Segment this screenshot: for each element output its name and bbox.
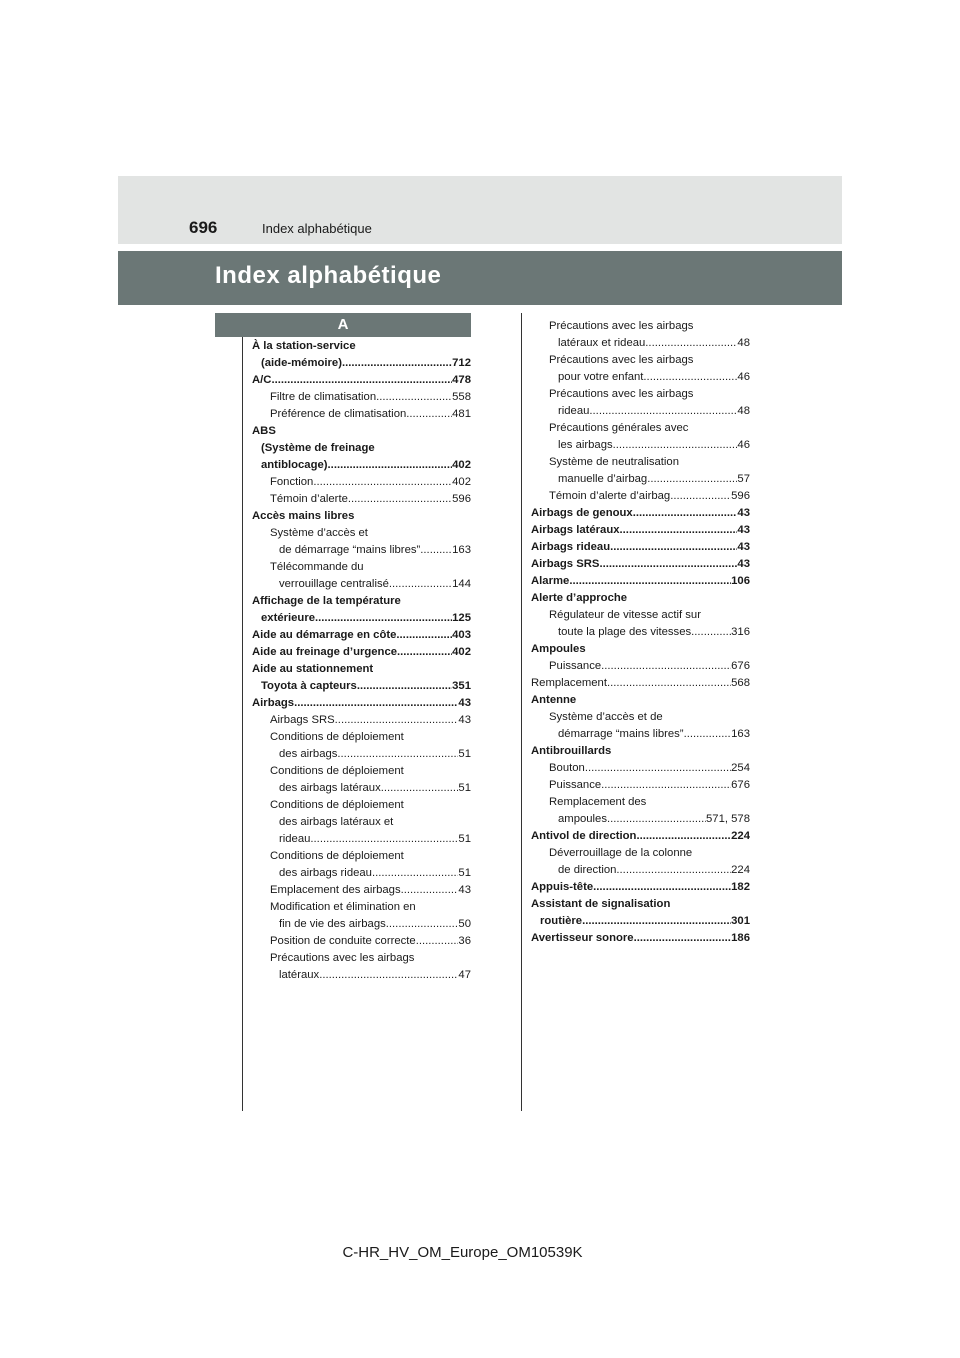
dot-leader [381,780,459,797]
dot-leader [310,831,458,848]
index-entry-page: 571, 578 [706,813,750,825]
index-entry [252,797,471,814]
footer-text: C-HR_HV_OM_Europe_OM10539K [342,1244,583,1261]
index-entry-page: 182 [731,881,750,893]
index-entry-page: 254 [731,762,750,774]
index-entry-page: 402 [452,476,471,488]
index-entry [531,896,750,913]
index-entry [252,814,471,831]
index-entry-text: Airbags de genoux [531,507,633,519]
index-entry [531,556,750,573]
index-entry [531,692,750,709]
dot-leader [599,556,737,573]
index-entry [531,862,750,879]
index-entry [252,627,471,644]
index-entry-page: 596 [731,490,750,502]
index-entry-text: Système d’accès et de [549,711,663,723]
index-entry-text: Remplacement [531,677,607,689]
index-entry [531,743,750,760]
index-entry-page: 43 [737,541,750,553]
dot-leader [372,865,458,882]
index-entry-page: 48 [737,405,750,417]
index-entry-page: 144 [452,578,471,590]
index-entry [531,539,750,556]
dot-leader [348,491,452,508]
dot-leader [610,539,737,556]
dot-leader [337,746,458,763]
index-entry-page: 51 [458,867,471,879]
dot-leader [633,505,738,522]
index-entry [252,865,471,882]
index-entry-text: verrouillage centralisé [279,578,389,590]
index-entry-text: Système de neutralisation [549,456,679,468]
dot-leader [420,542,452,559]
dot-leader [601,658,731,675]
index-entry-text: Alerte d’approche [531,592,628,604]
index-entry-text: Antenne [531,694,577,706]
dot-leader [357,678,452,695]
index-entry [252,746,471,763]
dot-leader [593,879,731,896]
dot-leader [616,862,731,879]
dot-leader [569,573,731,590]
index-entry-page: 36 [458,935,471,947]
index-entry-text: Airbags SRS [270,714,335,726]
index-entry [531,437,750,454]
index-entry [531,658,750,675]
index-entry-page: 47 [458,969,471,981]
dot-leader [670,488,731,505]
index-entry [252,967,471,984]
index-entry [252,763,471,780]
dot-leader [645,335,737,352]
index-entry [252,372,471,389]
index-entry [531,335,750,352]
index-entry-text: Conditions de déploiement [270,765,404,777]
index-entry-text: Préférence de climatisation [270,408,407,420]
index-entry [252,831,471,848]
index-entry [252,848,471,865]
index-entry [252,508,471,525]
index-entry [531,403,750,420]
index-entry-text: Conditions de déploiement [270,799,404,811]
index-entry-page: 57 [737,473,750,485]
index-entry [252,440,471,457]
index-entry-page: 402 [452,459,471,471]
dot-leader [620,522,738,539]
index-entry [531,318,750,335]
index-entry [531,777,750,794]
index-entry-page: 46 [737,371,750,383]
dot-leader [389,576,452,593]
letter-heading: A [215,313,471,337]
index-entry [531,624,750,641]
index-entry [252,338,471,355]
dot-leader [319,967,458,984]
index-entry-text: Conditions de déploiement [270,850,404,862]
header-section-title: Index alphabétique [262,221,372,236]
index-entry-text: pour votre enfant [558,371,644,383]
index-entry-text: Puissance [549,779,602,791]
index-entry [531,505,750,522]
dot-leader [406,406,452,423]
index-entry-text: extérieure [261,612,316,624]
index-entry-text: Emplacement des airbags [270,884,401,896]
index-entry-text: Position de conduite correcte [270,935,416,947]
index-entry-text: Antivol de direction [531,830,637,842]
index-entry-text: fin de vie des airbags [279,918,386,930]
index-entry-text: antiblocage) [261,459,328,471]
index-entry-text: Précautions avec les airbags [549,320,694,332]
index-entry [531,522,750,539]
index-entry-page: 224 [731,864,750,876]
index-entry [252,695,471,712]
index-entry-page: 301 [731,915,750,927]
index-entry-text: de direction [558,864,617,876]
index-entry-text: Airbags rideau [531,541,611,553]
index-entry [531,845,750,862]
index-entry-text: latéraux [279,969,320,981]
index-entry-page: 163 [731,728,750,740]
index-entry-text: routière [540,915,583,927]
index-entry-text: démarrage “mains libres” [558,728,684,740]
index-entry [531,352,750,369]
dot-leader [315,610,452,627]
index-entry-text: Précautions avec les airbags [270,952,415,964]
index-entry-text: Aide au stationnement [252,663,374,675]
dot-leader [313,474,452,491]
index-entry-page: 43 [737,558,750,570]
index-entry [252,491,471,508]
index-entry-page: 106 [731,575,750,587]
index-entry [252,389,471,406]
dot-leader [607,675,731,692]
index-entry-text: Remplacement des [549,796,647,808]
index-entry-page: 48 [737,337,750,349]
index-entry [531,386,750,403]
dot-leader [636,828,731,845]
index-entry [252,559,471,576]
index-entry-text: les airbags [558,439,613,451]
index-entry [252,916,471,933]
index-entry-page: 558 [452,391,471,403]
index-entry-text: Télécommande du [270,561,364,573]
index-entry-page: 568 [731,677,750,689]
dot-leader [342,355,452,372]
index-entry-text: Antibrouillards [531,745,612,757]
index-entry [252,780,471,797]
dot-leader [601,777,731,794]
column-divider-left [242,337,243,1111]
index-entry-text: ABS [252,425,276,437]
index-entry-text: Accès mains libres [252,510,355,522]
index-entry-page: 481 [452,408,471,420]
index-entry [252,423,471,440]
index-entry-text: Alarme [531,575,570,587]
index-entry-page: 51 [458,748,471,760]
index-entry-text: Aide au démarrage en côte [252,629,397,641]
index-entry-page: 403 [452,629,471,641]
index-entry-text: Appuis-tête [531,881,594,893]
dot-leader [271,372,452,389]
index-entry-page: 224 [731,830,750,842]
index-entry-text: ampoules [558,813,607,825]
index-entry-page: 50 [458,918,471,930]
index-entry-text: Précautions avec les airbags [549,354,694,366]
index-entry-text: Précautions générales avec [549,422,689,434]
index-entry-text: (Système de freinage [261,442,375,454]
dot-leader [607,811,706,828]
index-column-left [252,338,471,984]
index-entry-text: des airbags rideau [279,867,372,879]
index-entry-text: Assistant de signalisation [531,898,671,910]
index-entry-text: latéraux et rideau [558,337,646,349]
header-band [118,176,842,244]
index-entry-page: 676 [731,660,750,672]
index-entry-text: Témoin d’alerte [270,493,348,505]
index-entry-text: toute la plage des vitesses [558,626,692,638]
dot-leader [416,933,459,950]
index-entry [252,576,471,593]
index-entry-text: Aide au freinage d’urgence [252,646,398,658]
index-entry-page: 316 [731,626,750,638]
index-entry-page: 351 [452,680,471,692]
index-entry-text: Toyota à capteurs [261,680,357,692]
index-entry-text: Puissance [549,660,602,672]
index-entry-page: 46 [737,439,750,451]
index-entry [252,457,471,474]
index-entry-page: 43 [458,884,471,896]
index-entry-text: Fonction [270,476,314,488]
index-entry-text: des airbags [279,748,338,760]
dot-leader [585,760,731,777]
index-entry [252,474,471,491]
dot-leader [396,627,452,644]
index-entry [531,369,750,386]
dot-leader [335,712,459,729]
index-entry-text: des airbags latéraux et [279,816,394,828]
index-entry-page: 43 [458,714,471,726]
index-entry-text: Airbags [252,697,295,709]
index-entry-text: de démarrage “mains libres” [279,544,421,556]
index-entry [531,471,750,488]
dot-leader [386,916,459,933]
index-entry-text: Bouton [549,762,585,774]
index-entry-page: 478 [452,374,471,386]
dot-leader [401,882,459,899]
index-entry [531,420,750,437]
index-entry [252,882,471,899]
dot-leader [397,644,452,661]
index-entry-text: des airbags latéraux [279,782,381,794]
index-entry [252,406,471,423]
index-entry-page: 51 [458,833,471,845]
index-entry-page: 163 [452,544,471,556]
column-divider-right [521,313,522,1111]
index-entry [252,644,471,661]
index-entry-text: (aide-mémoire) [261,357,342,369]
index-entry [252,661,471,678]
index-entry-page: 676 [731,779,750,791]
index-entry-text: Conditions de déploiement [270,731,404,743]
index-entry [531,794,750,811]
index-entry-text: Déverrouillage de la colonne [549,847,693,859]
index-entry-page: 596 [452,493,471,505]
index-entry-page: 712 [452,357,471,369]
index-entry [531,641,750,658]
index-entry [252,542,471,559]
index-entry-page: 402 [452,646,471,658]
index-entry-text: À la station-service [252,340,356,352]
index-entry [252,525,471,542]
index-entry-text: Affichage de la température [252,595,401,607]
dot-leader [684,726,732,743]
footer-code [0,1244,960,1261]
index-entry [252,729,471,746]
index-entry-page: 43 [458,697,471,709]
index-entry-text: Régulateur de vitesse actif sur [549,609,701,621]
dot-leader [589,403,737,420]
dot-leader [294,695,458,712]
page-title: Index alphabétique [215,262,442,289]
index-entry [252,933,471,950]
index-entry [531,675,750,692]
index-entry [252,610,471,627]
dot-leader [376,389,452,406]
index-entry [531,590,750,607]
index-entry-text: A/C [252,374,272,386]
index-entry [252,950,471,967]
dot-leader [647,471,737,488]
index-entry [531,488,750,505]
index-entry [252,712,471,729]
index-entry [531,913,750,930]
index-entry [252,899,471,916]
index-entry-text: Témoin d’alerte d’airbag [549,490,671,502]
index-entry [252,355,471,372]
index-entry [252,678,471,695]
index-entry [531,709,750,726]
dot-leader [613,437,738,454]
index-entry-page: 186 [731,932,750,944]
index-entry-text: rideau [558,405,590,417]
index-entry [531,726,750,743]
index-entry-text: Précautions avec les airbags [549,388,694,400]
index-entry [531,879,750,896]
index-entry-text: manuelle d’airbag [558,473,648,485]
index-entry [531,828,750,845]
page-number: 696 [189,218,218,237]
dot-leader [643,369,737,386]
index-entry [531,760,750,777]
index-entry-text: Système d’accès et [270,527,368,539]
dot-leader [582,913,731,930]
index-entry [531,607,750,624]
index-entry-text: Airbags SRS [531,558,600,570]
index-entry [531,930,750,947]
dot-leader [691,624,731,641]
index-entry [252,593,471,610]
index-entry-text: Avertisseur sonore [531,932,634,944]
index-entry-text: Ampoules [531,643,586,655]
dot-leader [634,930,732,947]
index-entry-text: rideau [279,833,311,845]
dot-leader [328,457,453,474]
index-entry [531,811,750,828]
index-entry [531,573,750,590]
index-entry-text: Airbags latéraux [531,524,620,536]
index-entry-page: 43 [737,524,750,536]
index-entry-page: 43 [737,507,750,519]
index-entry-page: 125 [452,612,471,624]
index-entry-text: Filtre de climatisation [270,391,377,403]
index-entry-text: Modification et élimination en [270,901,416,913]
index-entry-page: 51 [458,782,471,794]
index-entry [531,454,750,471]
index-column-right [531,318,750,947]
